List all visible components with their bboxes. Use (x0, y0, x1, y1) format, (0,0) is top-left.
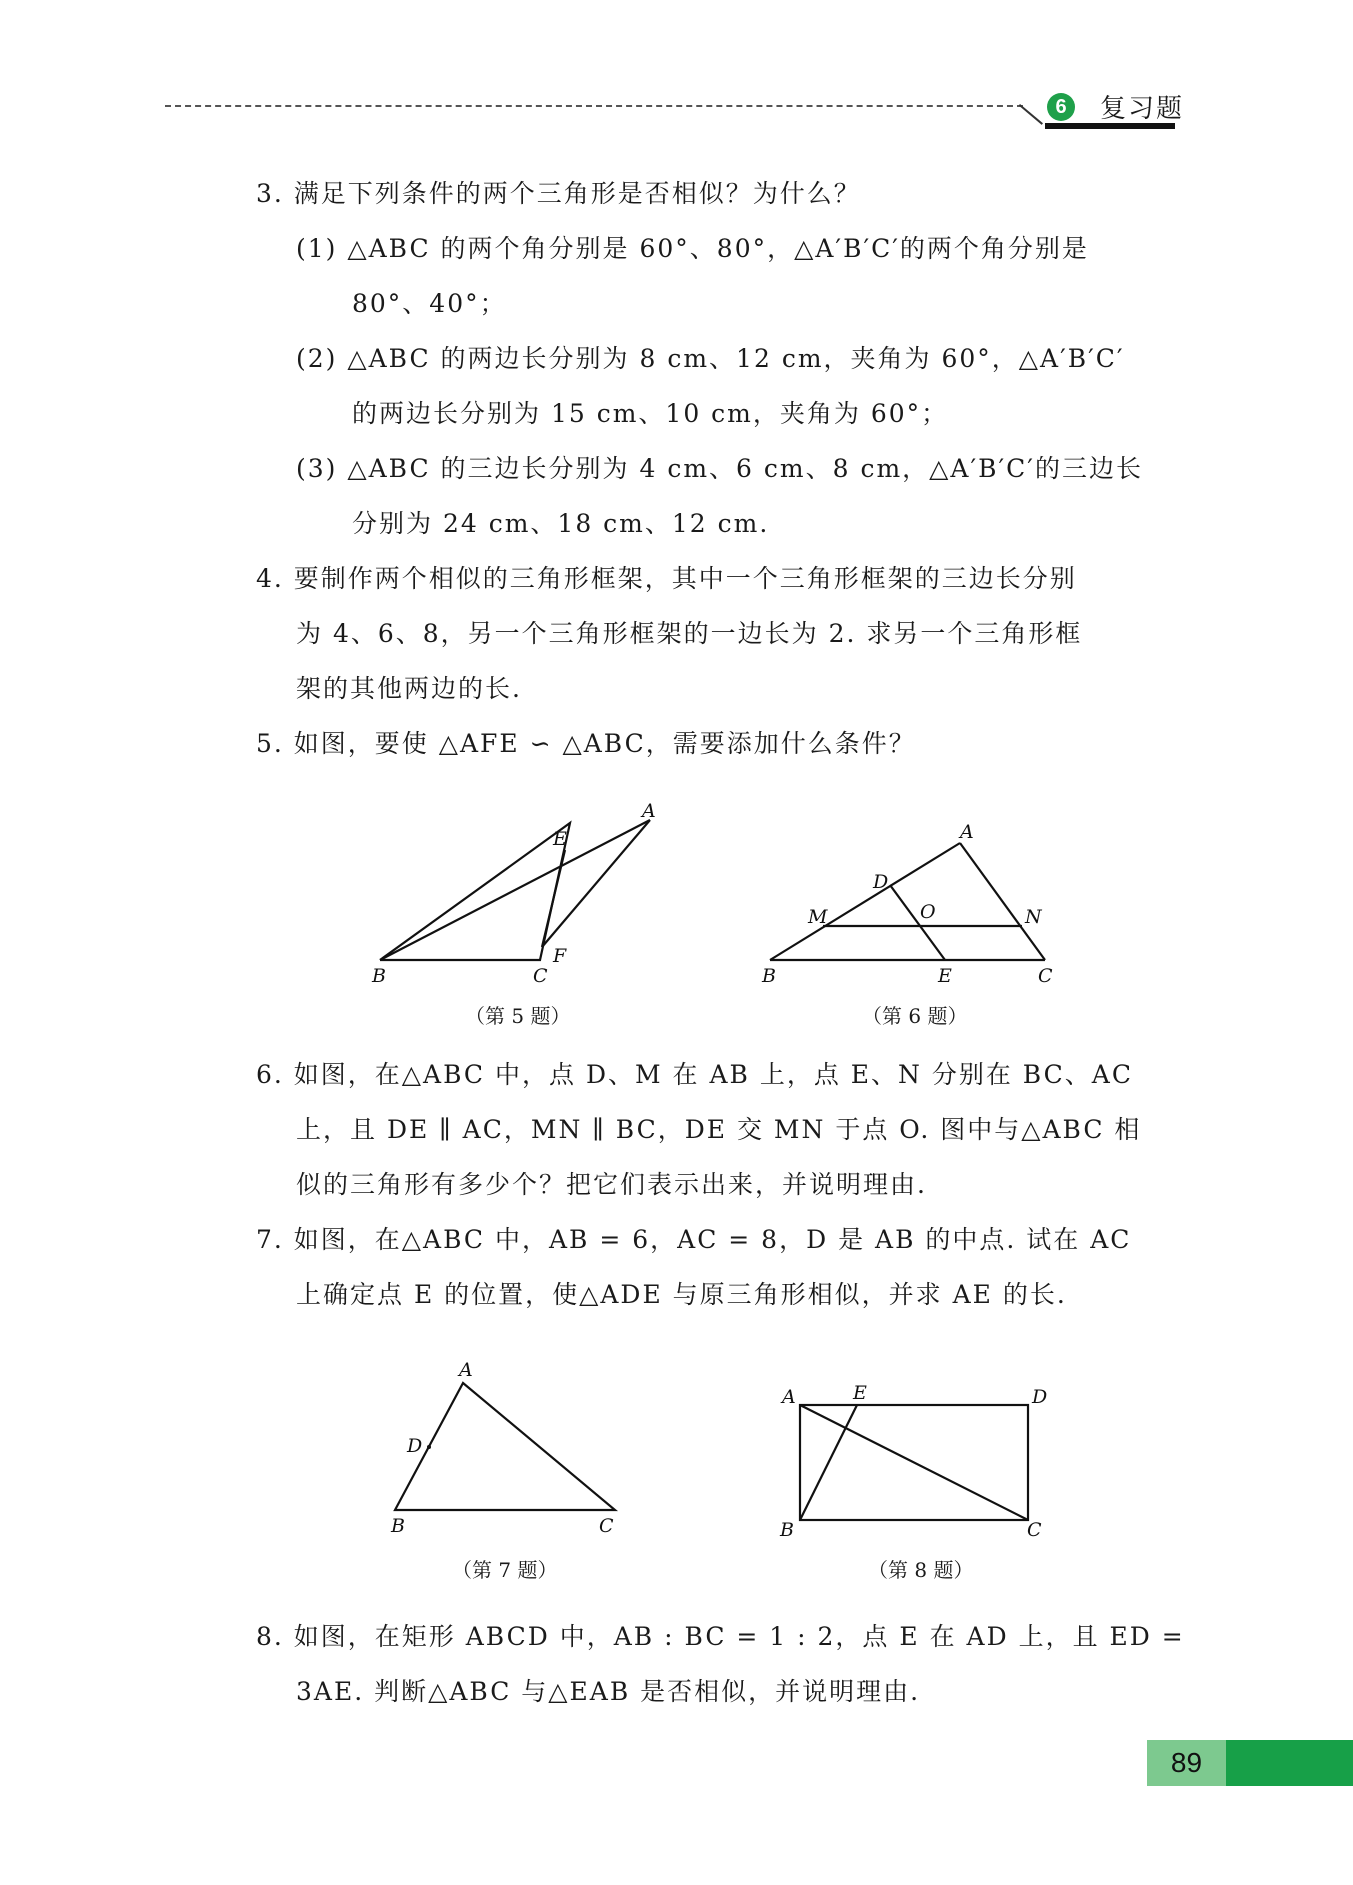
question-line: 6. 如图，在△ABC 中，点 D、M 在 AB 上，点 E、N 分别在 BC、AC (256, 1060, 1133, 1089)
question-line: (2) △ABC 的两边长分别为 8 cm、12 cm，夹角为 60°，△A′B′C′ (296, 344, 1125, 373)
fig8-label-c: C (1027, 1519, 1042, 1541)
question-line: 7. 如图，在△ABC 中，AB = 6，AC = 8，D 是 AB 的中点. 试在 AC (256, 1225, 1132, 1254)
question-line: 80°、40°； (352, 289, 507, 318)
chapter-title: 复习题 (1100, 94, 1185, 124)
chapter-number-badge: 6 (1047, 93, 1075, 121)
fig8-diagonal-ac (800, 1405, 1028, 1520)
figure-5-caption: （第 5 题） (465, 1004, 571, 1028)
page-edge-tab (1226, 1740, 1353, 1786)
figure-5 (370, 800, 670, 990)
question-line: 5. 如图，要使 △AFE ∽ △ABC，需要添加什么条件？ (256, 729, 916, 758)
question-line: 为 4、6、8，另一个三角形框架的一边长为 2. 求另一个三角形框 (296, 619, 1083, 648)
fig7-label-b: B (391, 1515, 405, 1537)
question-line: (3) △ABC 的三边长分别为 4 cm、6 cm、8 cm，△A′B′C′的三边长 (296, 454, 1143, 483)
question-8 (256, 1609, 1185, 1719)
question-7 (256, 1212, 1131, 1322)
figure-6 (760, 821, 1070, 990)
figure-8-caption: （第 8 题） (868, 1558, 974, 1582)
figure-7 (385, 1360, 625, 1540)
fig8-label-d: D (1032, 1386, 1048, 1408)
fig8-label-a: A (782, 1386, 796, 1408)
question-line: 8. 如图，在矩形 ABCD 中，AB : BC = 1 : 2，点 E 在 AD 上，且 ED = (256, 1622, 1185, 1651)
question-line: 分别为 24 cm、18 cm、12 cm. (352, 509, 770, 538)
fig6-label-b: B (762, 965, 776, 987)
fig7-label-d: D (407, 1435, 423, 1457)
question-3-part-1 (296, 221, 1089, 331)
fig8-label-b: B (780, 1519, 794, 1541)
header-slant-rule (1019, 104, 1043, 125)
fig6-label-c: C (1038, 965, 1053, 987)
fig5-label-a: A (642, 800, 656, 822)
fig6-label-n: N (1025, 906, 1042, 928)
fig6-label-m: M (808, 906, 828, 928)
question-line: 4. 要制作两个相似的三角形框架，其中一个三角形框架的三边长分别 (256, 564, 1077, 593)
fig6-label-d: D (873, 871, 889, 893)
question-line: 的两边长分别为 15 cm、10 cm，夹角为 60°； (352, 399, 949, 428)
question-line: (1) △ABC 的两个角分别是 60°、80°，△A′B′C′的两个角分别是 (296, 234, 1089, 263)
fig5-label-f: F (553, 945, 567, 967)
figure-7-caption: （第 7 题） (452, 1558, 558, 1582)
fig6-label-e: E (938, 965, 952, 987)
question-3-part-3 (296, 441, 1143, 551)
fig5-label-e: E (553, 828, 567, 850)
fig8-segment-be (800, 1405, 857, 1520)
question-line: 架的其他两边的长. (296, 674, 522, 703)
question-line: 3. 满足下列条件的两个三角形是否相似？为什么？ (256, 179, 861, 208)
fig6-side-ac (960, 843, 1045, 960)
figure-8 (775, 1382, 1055, 1541)
question-line: 上确定点 E 的位置，使△ADE 与原三角形相似，并求 AE 的长. (296, 1280, 1067, 1309)
question-line: 似的三角形有多少个？把它们表示出来，并说明理由. (296, 1170, 927, 1199)
figure-6-caption: （第 6 题） (862, 1004, 968, 1028)
question-4 (256, 551, 1082, 716)
question-5 (256, 716, 916, 771)
fig7-label-c: C (599, 1515, 614, 1537)
fig6-segment-de (890, 885, 945, 960)
header-dashed-rule (165, 105, 1023, 107)
question-3-part-2 (296, 331, 1125, 441)
question-line: 上，且 DE ∥ AC，MN ∥ BC，DE 交 MN 于点 O. 图中与△ABC 相 (296, 1115, 1142, 1144)
fig5-label-b: B (372, 965, 386, 987)
fig7-point-d (427, 1445, 431, 1449)
fig8-label-e: E (853, 1382, 867, 1404)
fig5-side-ba (380, 820, 650, 960)
question-line: 3AE. 判断△ABC 与△EAB 是否相似，并说明理由. (296, 1677, 921, 1706)
question-6 (256, 1047, 1141, 1212)
fig6-label-a: A (960, 821, 974, 843)
fig7-label-a: A (459, 1359, 473, 1381)
fig5-outline (380, 823, 570, 960)
page-number: 89 (1170, 1747, 1203, 1778)
fig6-label-o: O (920, 901, 936, 923)
fig5-label-c: C (533, 965, 548, 987)
question-3 (256, 166, 861, 221)
